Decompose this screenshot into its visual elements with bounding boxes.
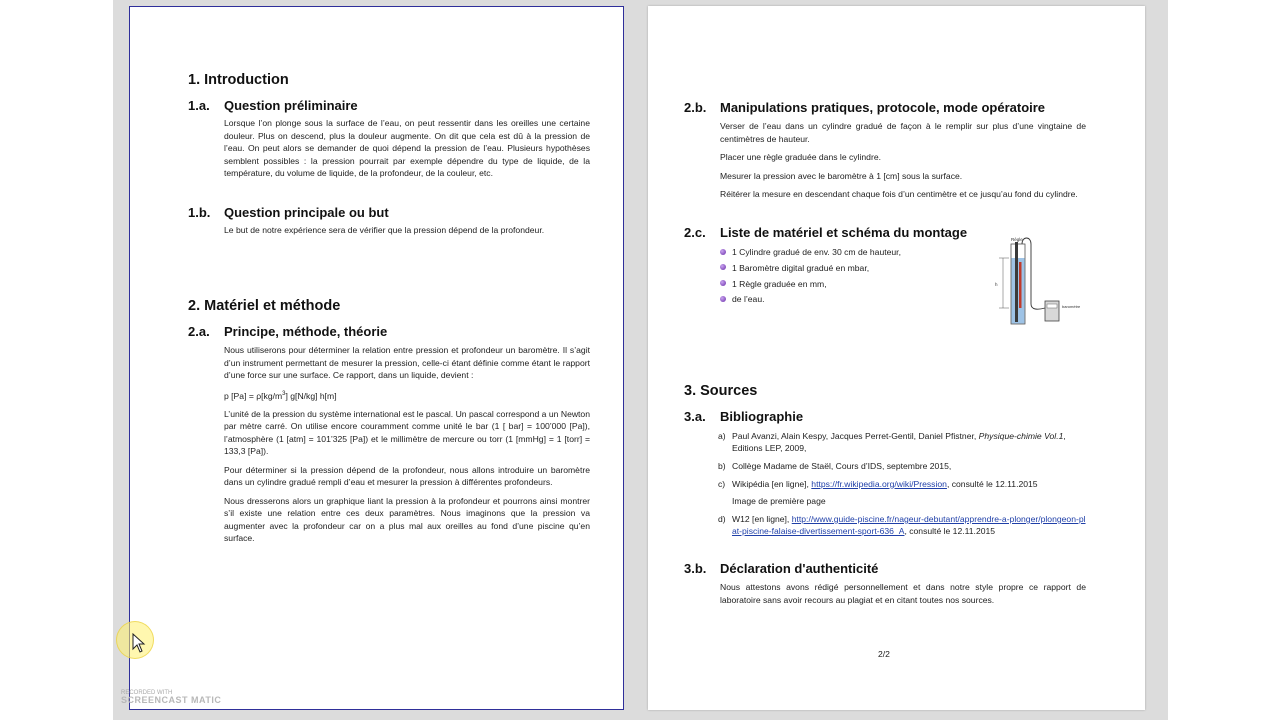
watermark-logo (121, 697, 221, 704)
paragraph-but (224, 224, 590, 243)
section-number: 2.c. (684, 225, 706, 240)
section-principe-body (224, 344, 590, 551)
heading-principe (188, 324, 387, 339)
heading-question-principale (188, 205, 389, 220)
paragraph: Le but de notre expérience sera de vérifier que la pression dépend de la profondeur. (224, 225, 545, 235)
reference-a (718, 430, 1088, 455)
heading-introduction: 1. Introduction (188, 72, 289, 88)
wikipedia-link[interactable]: https://fr.wikipedia.org/wiki/Pression (811, 478, 947, 489)
heading-liste-materiel (684, 225, 967, 240)
paragraph: Nous attestons avons rédigé personnellement et dans notre style propre ce rapport de laboratoire sans avoir recours au plagiat et en citant toutes nos sources. (720, 582, 1086, 605)
reference-note: Image de première page (732, 496, 826, 507)
ruler-icon (1015, 242, 1018, 322)
paragraph-declaration (720, 581, 1086, 612)
list-item-text: de l’eau. (732, 294, 765, 305)
right-margin (1168, 0, 1280, 720)
left-margin (0, 0, 113, 720)
paragraph: Verser de l’eau dans un cylindre gradué de façon à le remplir sur plus d’une vingtaine de centimètres de hauteur. (720, 121, 1086, 144)
list-item (720, 246, 901, 262)
heading-bibliographie (684, 409, 803, 424)
bullet-icon (720, 280, 726, 286)
list-item (720, 278, 901, 294)
section-number: 1.a. (188, 98, 210, 113)
reference-text: Wikipédia [en ligne], (732, 478, 812, 489)
bullet-icon (720, 249, 726, 255)
reference-marker: d) (718, 513, 726, 524)
heading-materiel-methode: 2. Matériel et méthode (188, 298, 341, 314)
diagram-label-barometre: baromètre (1062, 304, 1081, 309)
section-number: 1.b. (188, 205, 211, 220)
diagram-label-h: h (995, 282, 998, 287)
paragraph: Réitérer la mesure en descendant chaque fois d’un centimètre et ce jusqu’au fond du cylindre. (720, 189, 1078, 199)
bullet-icon (720, 296, 726, 302)
section-title: Question préliminaire (224, 98, 358, 113)
document-page-1[interactable] (129, 6, 624, 710)
reference-marker: b) (718, 461, 726, 472)
heading-sources: 3. Sources (684, 383, 758, 399)
section-manipulations-body (720, 120, 1086, 207)
materials-list (720, 246, 901, 309)
reference-text: W12 [en ligne], (732, 513, 792, 524)
reference-text: , Editions LEP, 2009, (732, 431, 1066, 454)
watermark-line: RECORDED WITH (121, 690, 173, 696)
barometer-display (1047, 304, 1057, 308)
heading-question-preliminaire (188, 98, 358, 113)
page-number: 2/2 (878, 649, 890, 659)
reference-text: Paul Avanzi, Alain Kespy, Jacques Perret-Gentil, Daniel Pfistner, (732, 431, 979, 441)
list-item (720, 262, 901, 278)
paragraph: Nous dresserons alors un graphique liant la pression à la profondeur et pourrons ainsi montrer s’il existe une relation entre ces deux paramètres. Nous imaginons que la pression va augmenter avec la profondeur car on a plus mal aux oreilles au fond d’une piscine qu’en surface. (224, 495, 590, 544)
guide-piscine-link[interactable]: http://www.guide-piscine.fr/nageur-debutant/apprendre-a-plonger/plongeon-plat-piscine-falaise-divertissement-sport-636_A (732, 513, 1086, 537)
paragraph: L’unité de la pression du système international est le pascal. Un pascal correspond a un Newton par mètre carré. On utilise encore couramment comme unité le bar (1 [ bar] = 100’000 [Pa]), l’atmosphère (1 [atm] = 101’325 [Pa]) et le millimètre de mercure ou torr (1 [mmHg] = 1 [torr] = 133,3 [Pa]). (224, 408, 590, 457)
document-page-2[interactable] (648, 6, 1145, 710)
section-title: Question principale ou but (224, 205, 389, 220)
watermark-line: MATIC (191, 695, 222, 705)
watermark-line: SCREENCAST (121, 695, 189, 705)
section-number: 3.b. (684, 561, 707, 576)
tube-line (1022, 238, 1045, 309)
paragraph: Pour déterminer si la pression dépend de la profondeur, nous allons introduire un baromètre dans un cylindre gradué rempli d’eau et mesurer la pression à différentes profondeurs. (224, 464, 590, 488)
list-item (720, 293, 901, 309)
section-number: 3.a. (684, 409, 706, 424)
reference-d (718, 513, 1088, 538)
section-number: 2.a. (188, 324, 210, 339)
section-title: Manipulations pratiques, protocole, mode opératoire (720, 100, 1046, 115)
list-item-text: 1 Règle graduée en mm, (732, 278, 827, 289)
section-title: Principe, méthode, théorie (224, 324, 388, 339)
reference-text: Collège Madame de Staël, Cours d’IDS, septembre 2015, (732, 461, 952, 472)
formula-part: ] g[N/kg] h[m] (285, 390, 337, 401)
setup-diagram (983, 234, 1093, 326)
formula-exponent: 3 (282, 390, 286, 397)
reference-title: Physique-chimie Vol.1 (978, 431, 1064, 441)
reference-marker: a) (718, 431, 726, 441)
section-title: Bibliographie (720, 409, 804, 424)
paragraph: Mesurer la pression avec le baromètre à 1 [cm] sous la surface. (720, 170, 963, 181)
diagram-label-regle: Règle (1011, 237, 1023, 242)
reference-b (718, 460, 1088, 472)
section-title: Liste de matériel et schéma du montage (720, 225, 968, 240)
formula-part: p [Pa] = ρ[kg/m (224, 390, 283, 401)
list-item-text: 1 Cylindre gradué de env. 30 cm de hauteur, (732, 247, 901, 257)
reference-marker: c) (718, 478, 726, 489)
section-title: Déclaration d'authenticité (720, 561, 879, 576)
bibliography-list (718, 430, 1088, 543)
screencast-watermark (121, 690, 221, 704)
paragraph: Nous utiliserons pour déterminer la relation entre pression et profondeur un baromètre. Il s’agit d’un instrument permettant de mesurer la pression, celle-ci étant définie comme étant le rapport d’une force sur une surface. Ce rapport, dans un liquide, devient : (224, 345, 590, 380)
heading-declaration (684, 561, 878, 576)
heading-manipulations (684, 100, 1045, 115)
sensor-probe (1019, 262, 1022, 308)
formula (224, 388, 590, 402)
reference-text: , consulté le 12.11.2015 (946, 478, 1038, 489)
list-item-text: 1 Baromètre digital gradué en mbar, (732, 262, 870, 273)
paragraph: Placer une règle graduée dans le cylindre. (720, 152, 881, 162)
bullet-icon (720, 264, 726, 270)
section-number: 2.b. (684, 100, 707, 115)
mouse-pointer-icon (132, 633, 146, 653)
paragraph: Lorsque l’on plonge sous la surface de l’eau, on peut ressentir dans les oreilles une certaine douleur. Plus on descend, plus la douleur augmente. On dit que cela est dû à la pression de l’eau. On peut alors se demander de quoi dépend la pression de l’eau. Plusieurs hypothèses semblent possibles : la pression pourrait par exemple dépendre du type de liquide, de la température, du volume de liquide, de la profondeur, de la couleur, etc. (224, 118, 590, 178)
reference-c (718, 478, 1088, 508)
paragraph-question-preliminaire (224, 117, 590, 186)
reference-text: , consulté le 12.11.2015 (904, 526, 996, 537)
